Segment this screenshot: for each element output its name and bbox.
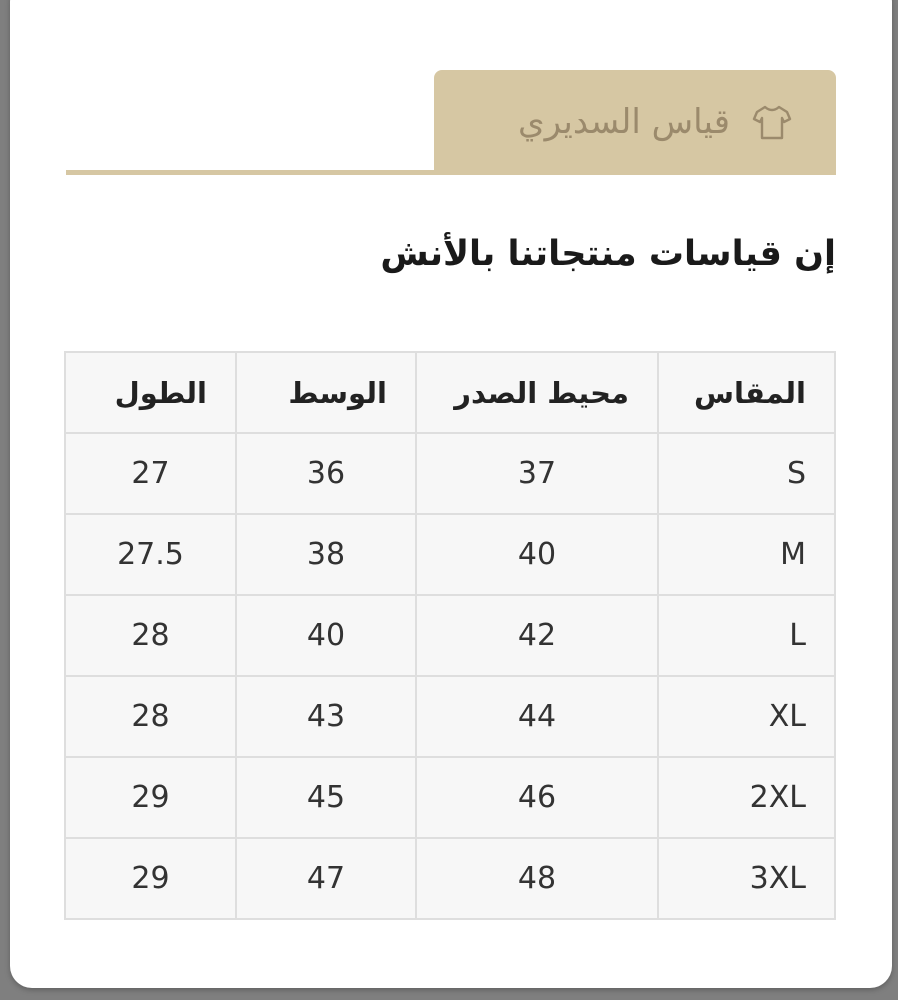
cell-size: L xyxy=(658,595,835,676)
cell-waist: 38 xyxy=(236,514,416,595)
table-row xyxy=(65,757,835,838)
cell-size: S xyxy=(658,433,835,514)
tab-underline xyxy=(66,170,836,175)
table-row xyxy=(65,676,835,757)
header-length: الطول xyxy=(65,352,236,433)
tshirt-icon xyxy=(752,102,792,142)
header-size: المقاس xyxy=(658,352,835,433)
cell-length: 28 xyxy=(65,676,236,757)
cell-waist: 43 xyxy=(236,676,416,757)
cell-length: 27 xyxy=(65,433,236,514)
cell-length: 27.5 xyxy=(65,514,236,595)
cell-waist: 36 xyxy=(236,433,416,514)
cell-waist: 45 xyxy=(236,757,416,838)
cell-length: 29 xyxy=(65,838,236,919)
cell-size: 2XL xyxy=(658,757,835,838)
cell-waist: 47 xyxy=(236,838,416,919)
tab-label: قياس السديري xyxy=(517,102,730,142)
size-table xyxy=(64,351,836,920)
cell-length: 29 xyxy=(65,757,236,838)
table-row xyxy=(65,595,835,676)
page-title: إن قياسات منتجاتنا بالأنش xyxy=(380,234,836,274)
cell-chest: 40 xyxy=(416,514,658,595)
cell-size: 3XL xyxy=(658,838,835,919)
header-waist: الوسط xyxy=(236,352,416,433)
header-chest: محيط الصدر xyxy=(416,352,658,433)
table-header-row xyxy=(65,352,835,433)
cell-size: XL xyxy=(658,676,835,757)
size-guide-card xyxy=(10,0,892,988)
cell-chest: 48 xyxy=(416,838,658,919)
cell-size: M xyxy=(658,514,835,595)
cell-chest: 44 xyxy=(416,676,658,757)
cell-length: 28 xyxy=(65,595,236,676)
cell-chest: 37 xyxy=(416,433,658,514)
table-row xyxy=(65,514,835,595)
table-row xyxy=(65,838,835,919)
table-row xyxy=(65,433,835,514)
cell-chest: 42 xyxy=(416,595,658,676)
cell-chest: 46 xyxy=(416,757,658,838)
tab-vest-size[interactable] xyxy=(434,70,836,174)
cell-waist: 40 xyxy=(236,595,416,676)
